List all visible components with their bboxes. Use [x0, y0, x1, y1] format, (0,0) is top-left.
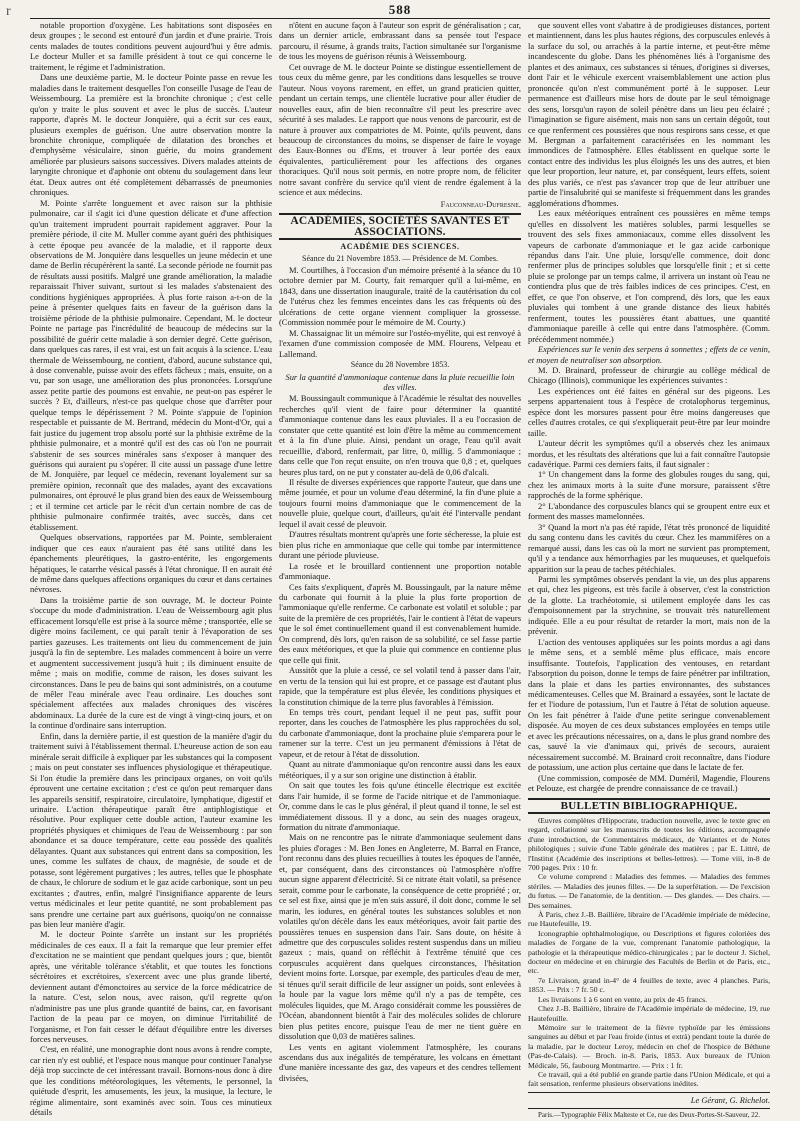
paragraph: Dans une deuxième partie, M. le docteur Pointe passe en revue les maladies dans le traitement desquelles l'on conseille l'usage de l'eau de Weissembourg. La première est la bronchite chronique ; c'est celle qu'on y traite le plus souvent et avec le plus de succès. L'auteur rapporte, d'après M. le docteur Jonquière, qui a écrit sur ces eaux, plusieurs exemples de guérison. Une autre observation montre la bronchite chronique, compliquée de dilatation des bronches et d'emphysème vésiculaire, sinon guérie, du moins grandement améliorée par plusieurs saisons successives. Divers malades atteints de laryngite chronique et d'aphonie ont obtenu du soulagement dans leur état. Deux autres ont été complètement débarrassés de pneumonies chroniques.	[30, 72, 272, 198]
paragraph: Aussitôt que la pluie a cessé, ce sel volatil tend à passer dans l'air, en vertu de la tension qui lui est propre, et ce passage est d'autant plus rapide, que la température est plus élevée, les conditions physiques et la constitution chimique de la terre plus favorables à l'émission.	[279, 665, 521, 707]
paragraph: Les vents en agitant violemment l'atmosphère, les courans ascendans dus aux inégalités de température, les volcans en émettant d'une manière incessante des gaz, des vapeurs et des cendres tellement divisées,	[279, 1041, 521, 1083]
author-signature: Fauconneau-Dufresne.	[440, 198, 521, 209]
session-date: Séance du 21 Novembre 1853. — Présidence de M. Combes.	[302, 253, 498, 263]
biblio-entry: Mémoire sur le traitement de la fièvre typhoïde par les émissions sanguines au début et par l'eau froide (intus et extrà) pendant toute la durée de la maladie, par le docteur Leroy, médecin en chef de l'hospice de Béthune (Pas-de-Calais). — Broch. in-8. Paris, 1853. Aux bureaux de l'Union Médicale, 56, faubourg Montmartre. — Prix : 1 fr.	[528, 1022, 770, 1070]
paragraph: M. Chassaignac lit un mémoire sur l'ostéo-myélite, qui est renvoyé à l'examen d'une commission composée de MM. Flourens, Velpeau et Lallemand.	[279, 327, 521, 359]
column-right	[528, 20, 770, 1120]
corner-mark: r	[6, 4, 11, 19]
paragraph: Il résulte de diverses expériences que rapporte l'auteur, que dans une même journée, et pour un volume d'eau déterminé, la fin d'une pluie a toujours fourni moins d'ammoniaque que le commencement de la nouvelle pluie, quelque court, d'ailleurs, qu'ait été l'intervalle pendant lequel il avait cessé de pleuvoir.	[279, 477, 521, 529]
header-rule	[30, 18, 770, 19]
paragraph: Enfin, dans la dernière partie, il est question de la manière d'agir du traitement suivi à l'établissement thermal. L'heureuse action de son eau minérale serait difficile à expliquer par les substances qui la composent ; mais on peut constater ses influences physiologique et thérapeutique. Si l'on étudie la première dans les principaux organes, on voit qu'ils éprouvent une certaine excitation ; c'est ce qu'on peut remarquer dans les appareils sensitif, respiratoire, circulatoire, lymphatique, digestif et urinaire. L'action thérapeutique paraît être antiphlogistique et résolutive. Pour expliquer cette double action, l'auteur examine les propriétés physiques et chimiques de l'eau de Weissembourg : par son abondance et sa douce température, cette eau possède des qualités délayantes. Quant aux substances qui entrent dans sa composition, les unes, comme les sulfates de chaux, de magnésie, de soude et de potasse, sont légèrement purgatives ; les autres, telles que le phosphate de chaux, le chlorure de sodium et le gaz acide carbonique, sont un peu excitantes ; d'autres, enfin, malgré l'insignifiance apparente de leurs vertus médicinales et leur petite quantité, ne sont probablement pas sans prendre une certaine part aux guérisons, quoiqu'on ne connaisse pas bien leur manière d'agir.	[30, 730, 272, 929]
paragraph: Parmi les symptômes observés pendant la vie, un des plus apparens et qui, chez les pigeons, est très facile à observer, c'est la constriction de la glotte. La trachéotomie, si utilement employée dans les cas d'empoisonnement par la strychnine, se trouvait très naturellement indiquée. Elle a eu pour résultat de retarder la mort, mais non de la prévenir.	[528, 574, 770, 637]
biblio-entry: Les livraisons 1 à 6 sont en vente, au prix de 45 francs.	[538, 994, 708, 1004]
paragraph: C'est, en réalité, une monographie dont nous avons à rendre compte, car rien n'y est oublié, et l'espace nous manque pour continuer l'analyse déjà trop succincte de cet intéressant travail. Bornons-nous donc à dire que les conditions météorologiques, les vêtements, le personnel, la quiétude d'esprit, les amusements, les jeux, la musique, la lecture, le régime alimentaire, sont examinés avec soin. Tous ces minutieux détails	[30, 1044, 272, 1118]
bibliography	[528, 816, 770, 1089]
article-title: Expériences sur le venin des serpens à sonnettes ; effets de ce venin, et moyen de neutraliser son absorption.	[528, 344, 770, 365]
biblio-entry: 7e Livraison, grand in-4° de 4 feuilles de texte, avec 4 planches. Paris, 1853. — Prix : 7 fr. 50 c.	[528, 975, 770, 995]
section-title: ACADÉMIES, SOCIÉTÉS SAVANTES ET ASSOCIATIONS.	[279, 213, 521, 240]
paragraph: L'action des ventouses appliquées sur les points mordus a agi dans le même sens, et a semblé même plus efficace, mais encore insuffisante. Toutefois, l'application des ventouses, en retardant l'absorption du poison, donne le temps de faire pénétrer par infiltration, dans la plaie et dans les parties environnantes, des substances médicamenteuses. Celles que M. Brainard a essayées, sont le lactate de fer et l'iodure de potassium, l'un et l'autre à l'état de solution aqueuse. On les fait pénétrer à l'aide d'une petite seringue convenablement disposée. Au moyen de ces deux substances employées en temps utile et avec les précautions nécessaires, on a, dans le plus grand nombre des cas, sauvé la vie d'animaux qui, privés de secours, auraient nécessairement succombé. M. Brainard croit reconnaître, dans l'iodure de potassium, une action plus certaine que dans le lactate de fer.	[528, 636, 770, 773]
paragraph: 3° Quand la mort n'a pas été rapide, l'état très prononcé de liquidité du sang contenu dans les cavités du cœur. Chez les mammifères on a remarqué aussi, dans les cas où la mort ne survient pas promptement, qu'il y a tendance aux hémorrhagies par les muqueuses, et quelquefois apparition sur la peau de taches pétéchiales.	[528, 521, 770, 574]
paragraph: Quelques observations, rapportées par M. Pointe, sembleraient indiquer que ces eaux n'auraient pas été sans utilité dans les épanchements pleurétiques, la gastro-entérite, les engorgements hépatiques, le catarrhe vésical passés à l'état chronique. Il en aurait été de même dans quelques affections organiques du cœur et dans certaines névroses.	[30, 532, 272, 595]
session-date: Séance du 28 Novembre 1853.	[350, 360, 450, 370]
paragraph: Cet ouvrage de M. le docteur Pointe se distingue essentiellement de tous ceux du même genre, par les conditions dans lesquelles se trouve l'auteur. Nous voyons rarement, en effet, un grand praticien quitter, pendant un certain temps, une clientèle lucrative pour aller étudier de nouvelles eaux, afin de bien reconnaître s'il peut les prescrire avec sécurité à ses malades. Le rapport que nous venons de parcourir, est de nature à prouver aux compatriotes de M. Pointe, qu'ils peuvent, dans beaucoup de circonstances du moins, se dispenser de faire le voyage des Eaux-Bonnes ou d'Ems, et trouver à leur portée des eaux équivalentes, particulièrement pour les affections des organes thoraciques. Qu'il nous soit permis, en notre propre nom, de féliciter notre savant confrère du service qu'il vient de rendre également à la science et aux médecins.	[279, 61, 521, 198]
column-middle	[279, 20, 521, 1090]
article-title: Sur la quantité d'ammoniaque contenue dans la pluie recueillie loin des villes.	[285, 371, 515, 392]
paragraph: M. D. Brainard, professeur de chirurgie au collège médical de Chicago (Illinois), communique les expériences suivantes :	[528, 364, 770, 386]
biblio-entry: Iconographie ophthalmologique, ou Descriptions et figures coloriées des maladies de l'organe de la vue, comprenant l'anatomie pathologique, la pathologie et la thérapeutique médico-chirurgicales ; par le docteur J. Sichel, docteur en médecine et en chirurgie des Facultés de Berlin et de Paris, etc., etc.	[528, 928, 770, 976]
bulletin-title: BULLETIN BIBLIOGRAPHIQUE.	[528, 798, 770, 814]
paragraph: En temps très court, pendant lequel il ne peut pas, suffit pour reporter, dans les couches de l'atmosphère les plus rapprochées du sol, du carbonate d'ammoniaque, dont la prochaine pluie s'emparera pour le ramener sur la terre. C'est un jeu permanent d'émissions à l'état de vapeur, et de retour à l'état de dissolution.	[279, 707, 521, 759]
gerant-signature: Le Gérant, G. Richelot.	[528, 1092, 770, 1105]
paragraph: que souvent elles vont s'abattre à de prodigieuses distances, portent et maintiennent, dans les plus hautes régions, des corpuscules enlevés à la surface du sol, ou arrachés à la partie interne, et peut-être même incandescente du globe. Dans les phénomènes liés à l'organisme des plantes et des animaux, ces substances si ténues, d'origines si diverses, dont l'air et le véhicule exercent vraisemblablement une action plus prononcée qu'on n'est communément porté à le supposer. Leur permanence est d'ailleurs mise hors de doute par le seul témoignage des sens, lorsqu'un rayon de soleil pénètre dans un lieu peu éclairé ; l'imagination se figure aisément, mais non sans un certain dégoût, tout ce que renferment ces poussières que nous respirons sans cesse, et que M. Bergman a parfaitement caractérisées en les nommant les immondices de l'atmosphère. Elles établissent en quelque sorte le contact entre des individus les plus éloignés les uns des autres, et bien que leur proportion, leur nature, et, par conséquent, leurs effets, soient des plus variés, ce n'est pas s'avancer trop que de leur attribuer une partie de l'insalubrité qui se manifeste si fréquemment dans les grandes agglomérations d'hommes.	[528, 20, 770, 208]
biblio-entry: Œuvres complètes d'Hippocrate, traduction nouvelle, avec le texte grec en regard, collationné sur les manuscrits de toutes les éditions, accompagnée d'une introduction, de Commentaires médicaux, de Variantes et de Notes philologiques ; suivie d'une Table générale des matières ; par E. Littré, de l'Institut (Académie des inscriptions et belles-lettres). — Tome viii, in-8 de 700 pages. Prix : 10 fr.	[528, 815, 770, 873]
paragraph: Mais on ne rencontre pas le nitrate d'ammoniaque seulement dans les pluies d'orages : M. Ben Jones en Angleterre, M. Barral en France, l'ont reconnu dans des pluies recueillies à toutes les époques de l'année, et, par conséquent, dans des circonstances où l'atmosphère n'offre aucun signe apparent d'électricité. Si ce nitrate était volatil, sa présence serait, comme pour le carbonate, la conséquence de cette propriété ; or, ce sel est fixe, ainsi que je m'en suis assuré, il doit donc, comme le sel marin, les iodures, en général toutes les substances solubles et non volatiles qu'on décèle dans les eaux météoriques, avoir fait partie des poussières tenues en suspension dans l'air. Sans doute, on hésite à admettre que des corpuscules solides restent suspendus dans un milieu gazeux ; mais, quand on réfléchit à l'extrême ténuité que ces corpuscules acquièrent dans quelques circonstances, l'hésitation devient moins forte. Lorsque, par exemple, des particules d'eau de mer, si ténues qu'il serait difficile de leur assigner un poids, sont enlevées à la houle par la vague lors même qu'il n'y a pas de tempête, ces molécules liquides, que M. Arago considérait comme les poussières de l'Océan, abandonnent bientôt à l'air des molécules solides de chlorure bien plus petites encore, puisque l'eau de mer ne tient guère en dissolution que 0,03 de matières salines.	[279, 832, 521, 1042]
paragraph: Les expériences ont été faites en général sur des pigeons. Les serpens appartenaient tous à l'espèce de crotalophorus tergeminus, espèce dont les morsures passent pour être moins dangereuses que celles d'autres crotales, ce qui s'expliquerait peut-être par leur moindre taille.	[528, 385, 770, 438]
paragraph: D'autres résultats montrent qu'après une forte sécheresse, la pluie est bien plus riche en ammoniaque que celle qui tombe par intermittence durant une période pluvieuse.	[279, 529, 521, 561]
paragraph: M. Boussingault communique à l'Académie le résultat des nouvelles recherches qu'il vient de faire pour déterminer la quantité d'ammoniaque contenue dans les eaux pluviales. Il a eu l'occasion de constater que cette quantité est loin d'être la même au commencement et à la fin d'une pluie. Ainsi, pendant un orage, l'eau qu'il avait recueillie, d'abord, renfermait, par litre, 0, millig. 5 d'ammoniaque ; dans celle que l'on reçut ensuite, on n'en trouva que 0,8 ; et, quelques heures plus tard, on ne put y constater au-delà de 0,06 d'alcali.	[279, 393, 521, 477]
page-number: 588	[388, 2, 412, 17]
paragraph: Les eaux météoriques entraînent ces poussières en même temps qu'elles en dissolvent les matières solubles, parmi lesquelles se trouvent des sels fixes ammoniacaux, comme elles dissolvent les vapeurs de carbonate d'ammoniaque et le gaz acide carbonique répandus dans l'air. Une pluie, lorsqu'elle commence, doit donc renfermer plus de principes solubles que lorsqu'elle finit ; et si cette pluie se prolonge par un temps calme, il arrivera un instant où l'eau ne contiendra plus que de très faibles indices de ces principes. C'est, en effet, ce que l'on observe, et l'on comprend, dès lors, que les eaux pluviales qui tombent à une grande distance des lieux habités renferment, toutes les poussières étant abattues, une quantité d'ammoniaque pareille à celle qui entre dans l'atmosphère. (Comm. précédemment nommée.)	[528, 208, 770, 344]
biblio-entry: Chez J.-B. Baillière, libraire de l'Académie impériale de médecine, 19, rue Hautefeuille.	[528, 1004, 770, 1023]
paragraph: notable proportion d'oxygène. Les habitations sont disposées en deux groupes ; le second est entouré d'un jardin et d'une prairie. Trois cents malades de toutes conditions peuvent aujourd'hui y être admis. Le docteur Muller et sa famille président à tout ce qui concerne le traitement, le régime et l'administration.	[30, 20, 272, 72]
biblio-entry: Ce volume comprend : Maladies des femmes. — Maladies des femmes stériles. — Maladies des jeunes filles. — De la superfétation. — De l'excision du fœtus. — De l'anatomie, de la dentition. — Des glandes. — Des chairs. — Des semaines.	[528, 872, 770, 910]
paragraph: 2° L'abondance des corpuscules blancs qui se groupent entre eux et forment des masses mamelonnées.	[528, 500, 770, 522]
paragraph: Quant au nitrate d'ammoniaque qu'on rencontre aussi dans les eaux météoriques, il y a sur son origine une distinction à établir.	[279, 759, 521, 780]
paragraph: n'ôtent en aucune façon à l'auteur son esprit de généralisation ; car, dans un dernier article, embrassant dans sa pensée tout l'espace parcouru, il résume, à grands traits, l'action simultanée sur l'organisme de tous les moyens de guérison réunis à Weissembourg.	[279, 20, 521, 62]
paragraph: M. le docteur Pointe s'arrête un instant sur les propriétés médicinales de ces eaux. Il a fait la remarque que leur premier effet d'excitation ne se maintient que pendant quelques jours ; que, bientôt après, une véritable tolérance s'établit, et que toutes les fonctions sécrétoires et excrétoires, s'exercent avec une plus grande liberté, deviennent autant d'émonctoires au service de la force médicatrice de la nature. C'est, selon nous, avec raison, qu'il regrette qu'on n'administre pas une plus grande quantité de bains, car, en favorisant l'action de la peau par ce moyen, on diminue l'irritabilité de l'organisme, et l'on fait cesser le défaut d'équilibre entre les diverses forces nerveuses.	[30, 929, 272, 1044]
paragraph: Dans la troisième partie de son ouvrage, M. le docteur Pointe s'occupe du mode d'administration. L'eau de Weissembourg agit plus efficacement lorsqu'elle est prise à la source même ; transportée, elle se digère moins facilement, ce qui paraît tenir à l'évaporation de ses parties gazeuses. Les traitements ont lieu du commencement de juin jusqu'à la fin de septembre. Les malades commencent à boire un verre et augmentent successivement jusqu'à huit ; ils diminuent ensuite de même ; mais on modifie, comme de raison, les doses suivant les circonstances. Dans le peu de bains qui sont administrés, on a coutume de mêler l'eau minérale avec l'eau ordinaire. Les douches sont spécialement affectées aux malades chroniques des viscères abdominaux. La durée de la cure est de vingt à vingt-cinq jours, et on la continue d'ordinaire sans interruption.	[30, 594, 272, 731]
column-left	[30, 20, 272, 1118]
paragraph: La rosée et le brouillard contiennent une proportion notable d'ammoniaque.	[279, 560, 521, 582]
biblio-entry: À Paris, chez J.-B. Baillière, libraire de l'Académie impériale de médecine, rue Hautefeuille, 19.	[528, 910, 770, 929]
paragraph: Ces faits s'expliquent, d'après M. Boussingault, par la nature même du carbonate qui fournit à la pluie la plus forte proportion de l'ammoniaque qu'elle renferme. Ce carbonate est volatil et soluble ; par suite de la première de ces propriétés, l'air le contient à l'état de vapeurs que le sol émet continuellement quand il est convenablement humide. On comprend, dès lors, qu'en raison de sa solubilité, ce sel fasse partie des eaux météoriques, et que la pluie qui commence en contienne plus que celle qui finit.	[279, 581, 521, 665]
biblio-entry: Ce travail, qui a été publié en grande partie dans l'Union Médicale, et qui a fait sensation, renferme plusieurs observations inédites.	[528, 1069, 770, 1089]
paragraph: 1° Un changement dans la forme des globules rouges du sang, qui, chez les animaux morts à la suite d'une morsure, paraissent s'être rapprochés de la forme sphérique.	[528, 469, 770, 501]
academy-heading: ACADÉMIE DES SCIENCES.	[340, 242, 460, 252]
paragraph: L'auteur décrit les symptômes qu'il a observés chez les animaux mordus, et les résultats des altérations que lui a fait connaître l'autopsie cadavérique. Parmi ces derniers faits, il faut signaler :	[528, 438, 770, 470]
paragraph: M. Courtilhes, à l'occasion d'un mémoire présenté à la séance du 10 octobre dernier par M. Courty, fait remarquer qu'il a lui-même, en 1843, dans une dissertation inaugurale, traité de la cautérisation du col de l'utérus chez les femmes enceintes dans les cas fréquents où des ulcérations de cette organe viennent compliquer la grossesse. (Commission nommée pour le mémoire de M. Courty.)	[279, 264, 521, 328]
paragraph: On sait que toutes les fois qu'une étincelle électrique est excitée dans l'air humide, il se forme de l'acide nitrique et de l'ammoniaque. Or, comme dans le cas le plus général, il pleut quand il tonne, le sel est immédiatement dissous. Il y a donc, au sein des nuages orageux, formation du nitrate d'ammoniaque.	[279, 780, 521, 832]
paragraph: M. Pointe s'arrête longuement et avec raison sur la phthisie pulmonaire, car il s'agit ici d'une question délicate et d'une affection qu'un traitement imprudent pourrait rapidement aggraver. Pour la première période, il cite M. Muller comme ayant guéri des phthisiques à cette époque peu avancée de la maladie, et il rapporte deux observations de M. Jonquière dans lesquelles un jeune médecin et une dame de Berlin récupérèrent la santé. La seconde période ne fournit pas de résultats aussi positifs. Malgré une grande amélioration, la maladie reparaissait l'hiver suivant, surtout si les malades s'abstenaient des conditions hygiéniques appropriées. À plus forte raison a-t-on de la peine à présenter quelques faits en faveur de la guérison dans la troisième période de la phthisie pulmonaire. Cependant, M. le docteur Pointe ne partage pas l'incrédulité de beaucoup de médecins sur la possibilité de guérir cette maladie à son dernier degré. Cette guérison, dans quelques cas rares, il est vrai, est un fait acquis à la science. L'eau thermale de Weissembourg, ne contient, d'abord, aucune substance qui, à dose convenable, puisse avoir des effets fâcheux ; mais, ensuite, on a vu, par son usage, une amélioration des plus prononcées. Lorsqu'une assez petite partie des poumons est envahie, ne peut-on pas espérer le succès ? Et, d'ailleurs, n'est-ce pas quelque chose que d'arrêter pour quelque temps le dépérissement ? M. Pointe s'appuie de l'opinion respectable et puissante de M. Bertrand, médecin du Mont-d'Or, qui a fait justice du jugement trop absolu porté sur la phthisie extrême de la phthisie pulmonaire, et a montré qu'il est des cas où l'on ne pourrait s'abstenir de ses sources minérales sans s'exposer à manquer des guérisons qui auraient pu s'opérer. Il cite aussi un passage d'une lettre de M. Jonquière, par lequel ce médecin, revenant loyalement sur sa première opinion, reconnaît que des malades, ayant des excavations pulmonaires, ont éprouvé le plus grand bien des eaux de Weissembourg ; et il termine cet article par le récit d'un certain nombre de cas de phthisie pulmonaire confirmée traités, avec succès, dans cet établissement.	[30, 197, 272, 532]
printer-imprint: Paris.—Typographie Félix Malteste et Ce, rue des Deux-Portes-St-Sauveur, 22.	[528, 1108, 770, 1120]
paragraph: (Une commission, composée de MM. Duméril, Magendie, Flourens et Pelouze, est chargée de prendre connaissance de ce travail.)	[528, 772, 770, 794]
